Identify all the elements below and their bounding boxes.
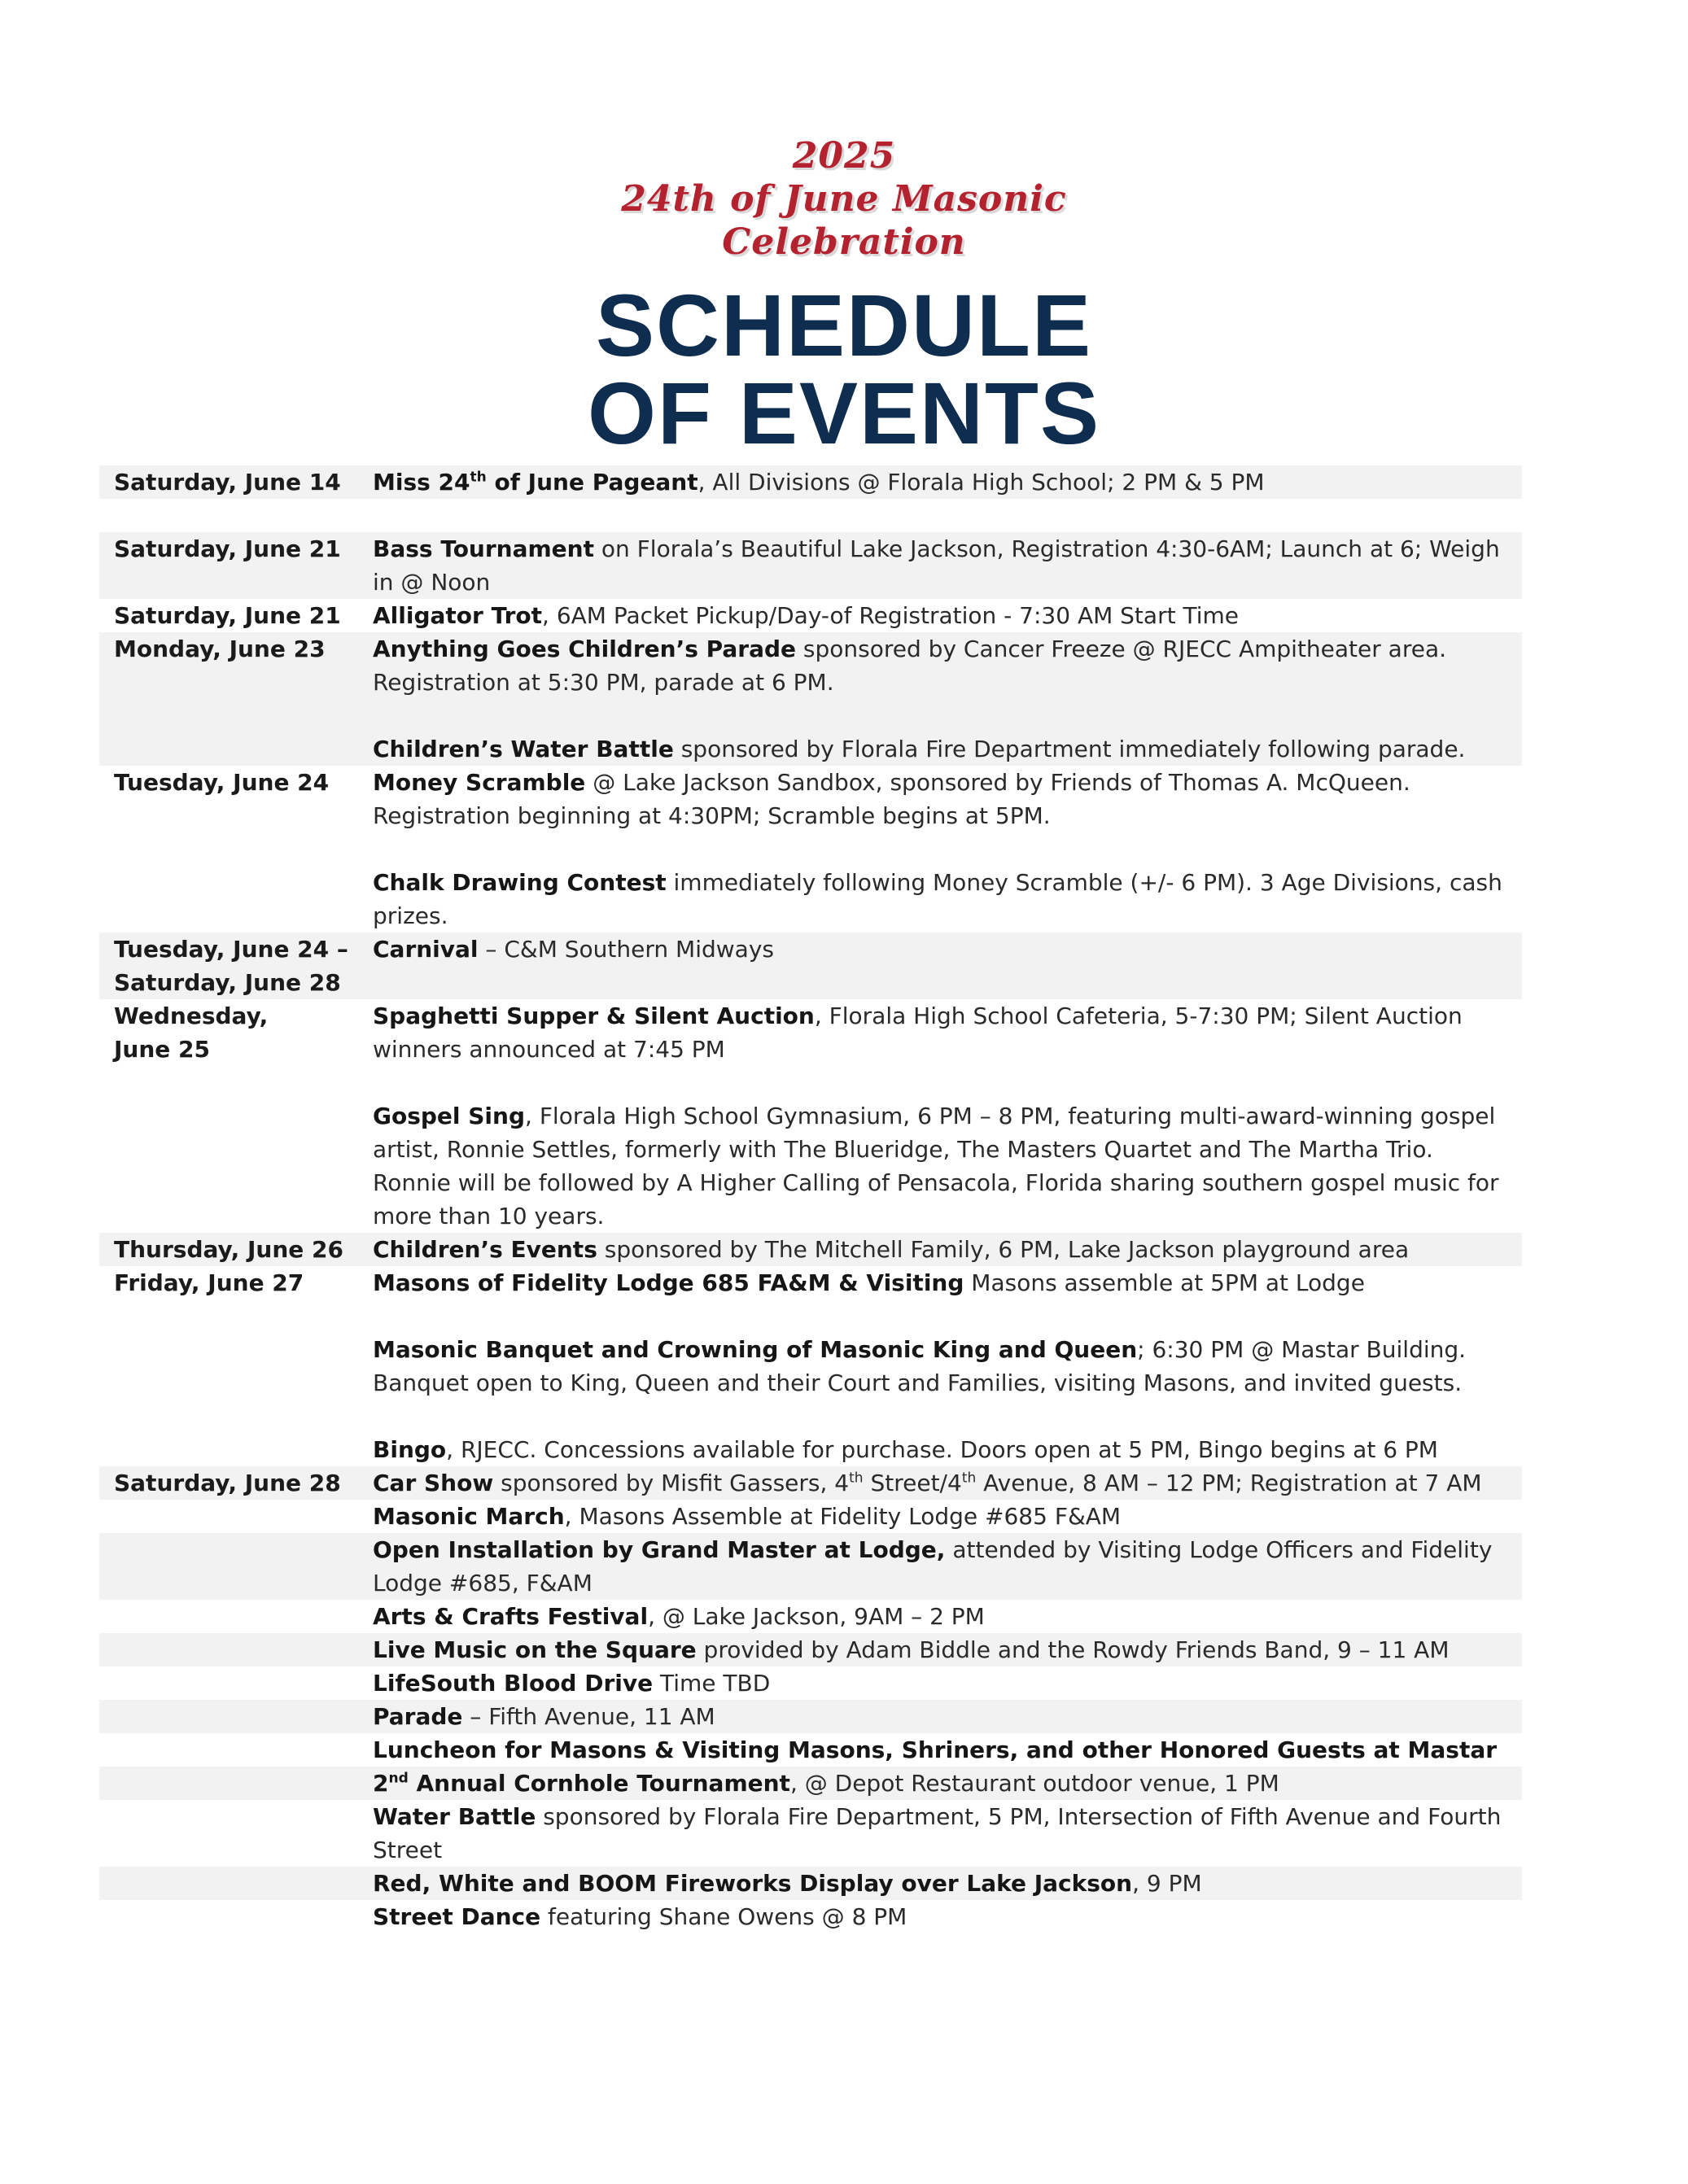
- event-details: , RJECC. Concessions available for purchase. Doors open at 5 PM, Bingo begins at 6 PM: [446, 1436, 1438, 1463]
- event-details: sponsored by Misfit Gassers, 4: [493, 1470, 850, 1496]
- schedule-row: [99, 599, 1522, 632]
- event-title: Children’s Events: [373, 1236, 597, 1263]
- event-date: Monday, June 23: [99, 632, 373, 766]
- event-description: [373, 1700, 1522, 1733]
- event-title: Arts & Crafts Festival: [373, 1603, 649, 1630]
- schedule-row: [99, 933, 1522, 999]
- event-description: [373, 1500, 1522, 1533]
- event-details: , All Divisions @ Florala High School; 2 PM & 5 PM: [698, 469, 1265, 496]
- event-details: sponsored by The Mitchell Family, 6 PM, Lake Jackson playground area: [597, 1236, 1410, 1263]
- event-details: Time TBD: [653, 1670, 771, 1697]
- event-details: – C&M Southern Midways: [478, 936, 774, 963]
- schedule-row: [99, 1666, 1522, 1700]
- schedule-row: [99, 766, 1522, 933]
- event-title: 2: [373, 1770, 389, 1797]
- event-date: Saturday, June 21: [114, 602, 341, 629]
- event-date: Saturday, June 28: [99, 1466, 373, 1500]
- event-date: Saturday, June 14: [99, 465, 373, 499]
- event-date: [99, 1767, 373, 1800]
- event-date-line: Saturday, June 28: [114, 969, 341, 996]
- event-date: [99, 1666, 373, 1700]
- event-title: Parade: [373, 1703, 463, 1730]
- event-details: on Florala’s Beautiful Lake Jackson, Registration 4:30-6AM; Launch at 6; Weigh in @ Noon: [373, 535, 1500, 596]
- event-description: [373, 1633, 1522, 1666]
- ordinal-suffix: th: [849, 1470, 864, 1487]
- event-details: – Fifth Avenue, 11 AM: [462, 1703, 715, 1730]
- event-description: [373, 1867, 1522, 1900]
- header-celebration-line2: Celebration: [722, 221, 966, 263]
- event-title: Bingo: [373, 1436, 447, 1463]
- event-description: [373, 532, 1522, 599]
- event-details: , 9 PM: [1132, 1870, 1202, 1897]
- event-date: Saturday, June 21: [99, 532, 373, 599]
- event-paragraph: [373, 1099, 1511, 1233]
- event-date: [99, 933, 373, 999]
- schedule-row: [99, 1867, 1522, 1900]
- event-title: Masonic March: [373, 1503, 565, 1530]
- event-details: provided by Adam Biddle and the Rowdy Friends Band, 9 – 11 AM: [696, 1636, 1450, 1663]
- event-paragraph: [373, 732, 1511, 766]
- schedule-row: [99, 465, 1522, 499]
- event-paragraph: [373, 999, 1511, 1066]
- event-details: Street/4: [863, 1470, 962, 1496]
- row-spacer: [99, 499, 1522, 532]
- event-details: , @ Lake Jackson, 9AM – 2 PM: [648, 1603, 985, 1630]
- event-description: [373, 1533, 1522, 1600]
- event-details: immediately following Money Scramble (+/- 6 PM). 3 Age Divisions, cash prizes.: [373, 869, 1502, 929]
- event-details: sponsored by Florala Fire Department immediately following parade.: [673, 736, 1466, 762]
- event-date: [99, 1800, 373, 1867]
- event-description: [373, 632, 1522, 766]
- event-title: Masonic Banquet and Crowning of Masonic King and Queen: [373, 1336, 1138, 1363]
- schedule-row: [99, 1466, 1522, 1500]
- event-description: [373, 933, 1522, 999]
- event-title: Spaghetti Supper & Silent Auction: [373, 1002, 815, 1029]
- page-title-line2: OF EVENTS: [587, 364, 1101, 462]
- event-title: Carnival: [373, 936, 479, 963]
- event-title: Car Show: [373, 1470, 494, 1496]
- page-title-line1: SCHEDULE: [595, 276, 1093, 374]
- header-year: 2025: [792, 135, 896, 177]
- event-title: Children’s Water Battle: [373, 736, 674, 762]
- event-date: [99, 1600, 373, 1633]
- event-title: Money Scramble: [373, 769, 586, 796]
- event-description: [373, 599, 1522, 632]
- event-title: Chalk Drawing Contest: [373, 869, 667, 896]
- event-date: Friday, June 27: [114, 1269, 304, 1296]
- page-header: [0, 134, 1688, 462]
- schedule-table: [99, 465, 1522, 1933]
- event-title: Bass Tournament: [373, 535, 594, 562]
- event-description: [373, 1900, 1522, 1933]
- event-title: Masons of Fidelity Lodge 685 FA&M & Visiting: [373, 1269, 964, 1296]
- event-date: [99, 1700, 373, 1733]
- event-description: [373, 1733, 1522, 1767]
- event-date: [99, 1900, 373, 1933]
- event-paragraph: [373, 866, 1511, 933]
- event-title: Alligator Trot: [373, 602, 543, 629]
- event-description: [373, 999, 1522, 1233]
- schedule-row: [99, 1800, 1522, 1867]
- event-details: sponsored by Florala Fire Department, 5 PM, Intersection of Fifth Avenue and Fourth Street: [373, 1803, 1502, 1863]
- schedule-row: [99, 1767, 1522, 1800]
- event-date: [99, 1867, 373, 1900]
- event-title: LifeSouth Blood Drive: [373, 1670, 654, 1697]
- event-paragraph: [373, 766, 1511, 832]
- event-date: Tuesday, June 24: [114, 769, 330, 796]
- event-title: Street Dance: [373, 1903, 541, 1930]
- event-details: attended by Visiting Lodge Officers and Fidelity Lodge #685, F&AM: [373, 1536, 1493, 1597]
- schedule-row: [99, 1733, 1522, 1767]
- header-celebration-line1: 24th of June Masonic: [621, 178, 1067, 220]
- schedule-row: [99, 1700, 1522, 1733]
- event-paragraph: [373, 1333, 1511, 1400]
- event-date: Thursday, June 26: [99, 1233, 373, 1266]
- event-details: Masons assemble at 5PM at Lodge: [964, 1269, 1365, 1296]
- event-title: Open Installation by Grand Master at Lodge,: [373, 1536, 946, 1563]
- event-title: Red, White and BOOM Fireworks Display over Lake Jackson: [373, 1870, 1133, 1897]
- event-details: sponsored by Cancer Freeze @ RJECC Ampitheater area. Registration at 5:30 PM, parade at 6 PM.: [373, 636, 1447, 696]
- event-date: [99, 1533, 373, 1600]
- event-details: , 6AM Packet Pickup/Day-of Registration - 7:30 AM Start Time: [542, 602, 1239, 629]
- event-title: Luncheon for Masons & Visiting Masons, Shriners, and other Honored Guests at Mastar: [373, 1736, 1498, 1763]
- event-date-line: Tuesday, June 24 –: [114, 936, 348, 963]
- event-details: , Masons Assemble at Fidelity Lodge #685 F&AM: [564, 1503, 1122, 1530]
- ordinal-suffix: nd: [388, 1770, 409, 1787]
- event-date: [99, 1500, 373, 1533]
- ordinal-suffix: th: [961, 1470, 977, 1487]
- event-date: [99, 999, 373, 1233]
- event-description: [373, 1600, 1522, 1633]
- event-description: [373, 1767, 1522, 1800]
- event-details: ; 6:30 PM @ Mastar Building. Banquet open to King, Queen and their Court and Families, visiting Masons, and invited guests.: [373, 1336, 1467, 1396]
- event-description: [373, 1266, 1522, 1466]
- event-details: Avenue, 8 AM – 12 PM; Registration at 7 AM: [976, 1470, 1482, 1496]
- event-date-line: Wednesday,: [114, 1002, 269, 1029]
- event-paragraph: [373, 632, 1511, 699]
- event-title: of June Pageant: [486, 469, 698, 496]
- event-description: [373, 766, 1522, 933]
- event-title: Gospel Sing: [373, 1103, 526, 1129]
- event-title: Anything Goes Children’s Parade: [373, 636, 797, 662]
- event-description: [373, 1466, 1522, 1500]
- event-details: , @ Depot Restaurant outdoor venue, 1 PM: [789, 1770, 1279, 1797]
- event-description: [373, 1666, 1522, 1700]
- schedule-row: [99, 999, 1522, 1233]
- schedule-row: [99, 1633, 1522, 1666]
- event-description: [373, 1800, 1522, 1867]
- event-description: [373, 1233, 1522, 1266]
- event-description: [373, 465, 1522, 499]
- schedule-row: [99, 1266, 1522, 1466]
- event-title: Annual Cornhole Tournament: [408, 1770, 790, 1797]
- schedule-row: [99, 1233, 1522, 1266]
- ordinal-suffix: th: [470, 469, 487, 486]
- event-details: featuring Shane Owens @ 8 PM: [540, 1903, 907, 1930]
- schedule-row: [99, 1900, 1522, 1933]
- event-paragraph: [373, 1433, 1511, 1466]
- schedule-row: [99, 1600, 1522, 1633]
- event-date-line: June 25: [114, 1036, 210, 1063]
- event-title: Miss 24: [373, 469, 470, 496]
- event-title: Water Battle: [373, 1803, 536, 1830]
- event-paragraph: [373, 1266, 1511, 1299]
- event-details: , Florala High School Cafeteria, 5-7:30 PM; Silent Auction winners announced at 7:45 PM: [373, 1002, 1463, 1063]
- event-date: [99, 1733, 373, 1767]
- event-title: Live Music on the Square: [373, 1636, 697, 1663]
- schedule-row: [99, 532, 1522, 599]
- event-details: , Florala High School Gymnasium, 6 PM – 8 PM, featuring multi-award-winning gospel artist, Ronnie Settles, formerly with The Blueridge, The Masters Quartet and The Martha Trio. Ronnie will be followed by A Higher Calling of Pensacola, Florida sharing southern gospel music for more than 10 years.: [373, 1103, 1499, 1230]
- event-details: @ Lake Jackson Sandbox, sponsored by Friends of Thomas A. McQueen. Registration beginning at 4:30PM; Scramble begins at 5PM.: [373, 769, 1410, 829]
- schedule-row: [99, 1500, 1522, 1533]
- schedule-row: [99, 1533, 1522, 1600]
- schedule-row: [99, 632, 1522, 766]
- event-date: [99, 1633, 373, 1666]
